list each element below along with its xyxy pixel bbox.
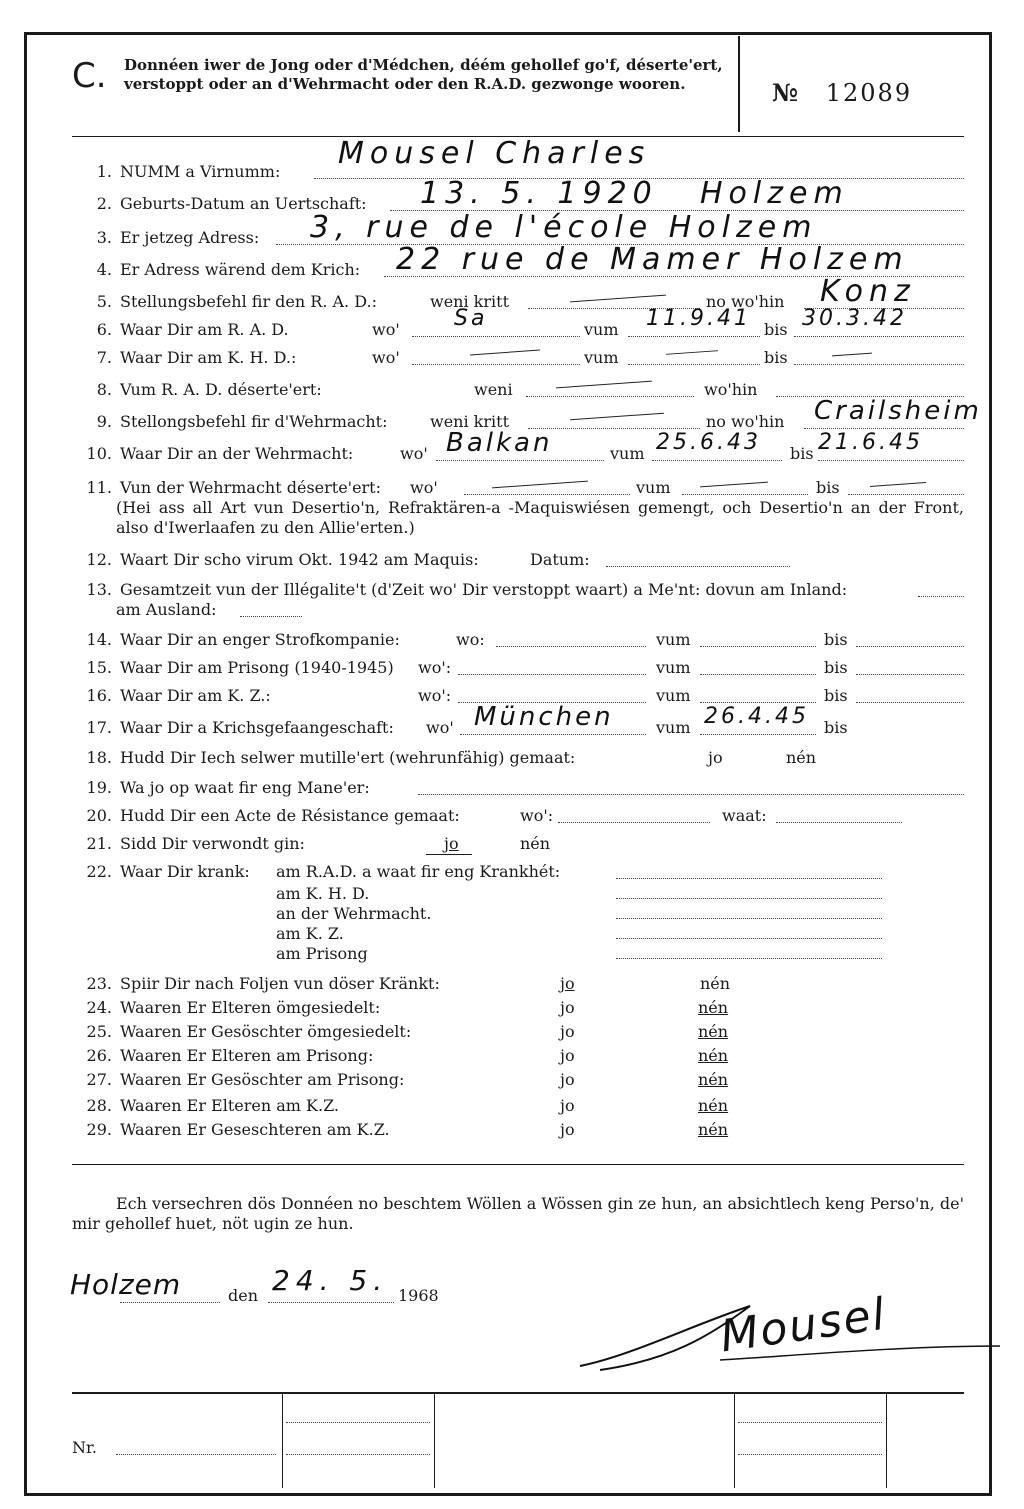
row-25: 25. Waaren Er Gesöschter ömgesiedelt:: [86, 1022, 412, 1041]
rad-to-value[interactable]: 30.3.42: [802, 306, 907, 331]
office-table-top-rule: [72, 1392, 964, 1394]
row-7-bis: bis: [764, 348, 788, 367]
row-17-bis: bis: [824, 718, 848, 737]
row-15-line-a: [458, 674, 646, 675]
row-12-datum: Datum:: [530, 550, 590, 569]
row-26-jo[interactable]: jo: [560, 1046, 575, 1065]
wehrmacht-where-value[interactable]: Balkan: [446, 428, 553, 458]
row-17-vum: vum: [656, 718, 691, 737]
row-27-jo[interactable]: jo: [560, 1070, 575, 1089]
row-3: 3. Er jetzeg Adress:: [96, 228, 260, 247]
row-10: 10. Waar Dir an der Wehrmacht:: [86, 444, 354, 463]
row-10-wo: wo': [400, 444, 428, 463]
row-20-waat: waat:: [722, 806, 767, 825]
row-20-wo: wo':: [520, 806, 554, 825]
office-line-2: [286, 1454, 430, 1455]
row-29: 29. Waaren Er Geseschteren am K.Z.: [86, 1120, 390, 1139]
row-22-line-5: [616, 958, 882, 959]
row-15-wo: wo':: [418, 658, 452, 677]
row-12: 12. Waart Dir scho virum Okt. 1942 am Maquis:: [86, 550, 479, 569]
row-29-jo[interactable]: jo: [560, 1120, 575, 1139]
birth-date-value[interactable]: 13. 5. 1920: [420, 176, 658, 211]
row-28-nen[interactable]: nén: [698, 1096, 729, 1115]
row-16-bis: bis: [824, 686, 848, 705]
row-7-line-b: [628, 364, 760, 365]
row-6-wo: wo': [372, 320, 400, 339]
office-table: [72, 1392, 964, 1488]
row-14-wo: wo:: [456, 630, 485, 649]
row-17-line-a: [460, 734, 646, 735]
row-22-line-4: [616, 938, 882, 939]
row-22-sub4: am K. Z.: [276, 924, 344, 943]
section-letter: C.: [72, 56, 107, 96]
row-22-line-1: [616, 878, 882, 879]
row-6-vum: vum: [584, 320, 619, 339]
office-col-1: [282, 1392, 283, 1488]
row-7-vum: vum: [584, 348, 619, 367]
office-col-3: [734, 1392, 735, 1488]
row-11: 11. Vun der Wehrmacht déserte'ert:: [86, 478, 381, 497]
office-line-4: [738, 1454, 882, 1455]
row-12-line: [606, 566, 790, 567]
row-11-line-a: [464, 494, 630, 495]
wartime-address-value[interactable]: 22 rue de Mamer Holzem: [396, 242, 909, 277]
row-18: 18. Hudd Dir Iech selwer mutille'ert (wehrunfähig) gemaat:: [86, 748, 576, 767]
rad-where-value[interactable]: Sa: [454, 306, 488, 331]
row-16: 16. Waar Dir am K. Z.:: [86, 686, 271, 705]
row-8-wohin: wo'hin: [704, 380, 758, 399]
captivity-from-value[interactable]: 26.4.45: [704, 704, 809, 729]
wehrmacht-from-value[interactable]: 25.6.43: [656, 430, 761, 455]
row-20: 20. Hudd Dir een Acte de Résistance gemaat:: [86, 806, 460, 825]
row-25-nen[interactable]: nén: [698, 1022, 729, 1041]
row-9-line-a: [528, 428, 700, 429]
row-21-nen[interactable]: nén: [520, 834, 551, 853]
office-line-3: [738, 1422, 882, 1423]
row-1: 1. NUMM a Virnumm:: [96, 162, 281, 181]
row-9-weni: weni kritt: [430, 412, 509, 431]
row-27-nen[interactable]: nén: [698, 1070, 729, 1089]
row-2: 2. Geburts-Datum an Uertschaft:: [96, 194, 367, 213]
row-7-wo: wo': [372, 348, 400, 367]
office-line-1: [286, 1422, 430, 1423]
number-value: 12089: [825, 79, 913, 107]
signature-year: 1968: [398, 1286, 439, 1305]
row-14: 14. Waar Dir an enger Strofkompanie:: [86, 630, 400, 649]
row-29-nen[interactable]: nén: [698, 1120, 729, 1139]
row-26-nen[interactable]: nén: [698, 1046, 729, 1065]
row-24-jo[interactable]: jo: [560, 998, 575, 1017]
row-17: 17. Waar Dir a Krichsgefaangeschaft:: [86, 718, 394, 737]
row-15-bis: bis: [824, 658, 848, 677]
row-28-jo[interactable]: jo: [560, 1096, 575, 1115]
row-22: 22. Waar Dir krank:: [86, 862, 250, 881]
row-28: 28. Waaren Er Elteren am K.Z.: [86, 1096, 340, 1115]
row-6-bis: bis: [764, 320, 788, 339]
current-address-value[interactable]: 3, rue de l'école Holzem: [310, 210, 818, 245]
row-22-sub1: am R.A.D. a waat fir eng Krankhét:: [276, 862, 561, 881]
row-11-bis: bis: [816, 478, 840, 497]
row-10-line-a: [436, 460, 604, 461]
row-6-line-b: [628, 336, 760, 337]
row-6: 6. Waar Dir am R. A. D.: [96, 320, 289, 339]
row-7: 7. Waar Dir am K. H. D.:: [96, 348, 297, 367]
row-7-line-c: [794, 364, 964, 365]
row-11-line-c: [848, 494, 964, 495]
row-13-line-a: [918, 596, 964, 597]
row-15-line-c: [856, 674, 964, 675]
row-20-line-a: [558, 822, 710, 823]
wehrmacht-to-value[interactable]: 21.6.45: [818, 430, 923, 455]
row-19: 19. Wa jo op waat fir eng Mane'er:: [86, 778, 370, 797]
wehrmacht-destination-value[interactable]: Crailsheim: [814, 396, 982, 426]
row-27: 27. Waaren Er Gesöschter am Prisong:: [86, 1070, 405, 1089]
captivity-where-value[interactable]: München: [474, 702, 614, 732]
row-15-vum: vum: [656, 658, 691, 677]
row-13-line-b: [240, 616, 302, 617]
row-17-wo: wo': [426, 718, 454, 737]
row-15: 15. Waar Dir am Prisong (1940-1945): [86, 658, 394, 677]
row-18-nen[interactable]: nén: [786, 748, 817, 767]
row-5-weni: weni kritt: [430, 292, 509, 311]
row-14-line-b: [700, 646, 816, 647]
row-15-line-b: [700, 674, 816, 675]
row-8: 8. Vum R. A. D. déserte'ert:: [96, 380, 322, 399]
row-8-line-a: [526, 396, 694, 397]
row-16-vum: vum: [656, 686, 691, 705]
row-22-sub5: am Prisong: [276, 944, 368, 963]
nr-label: Nr.: [72, 1438, 97, 1457]
row-21: 21. Sidd Dir verwondt gin:: [86, 834, 305, 853]
row-18-jo[interactable]: jo: [708, 748, 723, 767]
row-16-wo: wo':: [418, 686, 452, 705]
row-22-sub2: am K. H. D.: [276, 884, 370, 903]
row-10-bis: bis: [790, 444, 814, 463]
row-13: 13. Gesamtzeit vun der Illégalite't (d'Zeit wo' Dir verstoppt waart) a Me'nt: dovun am Inland:: [86, 580, 848, 599]
row-6-line-a: [412, 336, 580, 337]
header-divider: [738, 36, 740, 132]
row-11-line-b: [682, 494, 808, 495]
signature: Mousel: [717, 1288, 890, 1363]
row-22-line-2: [616, 898, 882, 899]
row-10-line-b: [652, 460, 782, 461]
row-22-line-3: [616, 918, 882, 919]
row-17-line-b: [700, 734, 816, 735]
row-9-line-b: [804, 428, 964, 429]
office-col-2: [434, 1392, 435, 1488]
date-line: [268, 1302, 394, 1303]
row-24-nen[interactable]: nén: [698, 998, 729, 1017]
signature-flourish: [570, 1286, 1010, 1376]
row-23: 23. Spiir Dir nach Foljen vun döser Kränkt:: [86, 974, 440, 993]
row-8-weni: weni: [474, 380, 513, 399]
row-5: 5. Stellungsbefehl fir den R. A. D.:: [96, 292, 377, 311]
row-21-jo-mark: [426, 854, 472, 855]
rad-destination-value[interactable]: Konz: [820, 274, 916, 309]
row-5-nowohin: no wo'hin: [706, 292, 785, 311]
row-11-vum: vum: [636, 478, 671, 497]
office-col-4: [886, 1392, 887, 1488]
row-16-line-b: [700, 702, 816, 703]
name-value[interactable]: Mousel Charles: [338, 136, 651, 171]
row-6-line-c: [794, 336, 964, 337]
row-9: 9. Stellongsbefehl fir d'Wehrmacht:: [96, 412, 388, 431]
nr-line: [116, 1454, 276, 1455]
den-label: den: [228, 1286, 259, 1305]
birth-place-value[interactable]: Holzem: [700, 176, 849, 211]
form-number: [772, 78, 912, 107]
row-11-wo: wo': [410, 478, 438, 497]
row-25-jo[interactable]: jo: [560, 1022, 575, 1041]
row-4: 4. Er Adress wärend dem Krich:: [96, 260, 361, 279]
row-10-line-c: [818, 460, 964, 461]
row-14-line-a: [496, 646, 646, 647]
row-9-nowohin: no wo'hin: [706, 412, 785, 431]
number-symbol: №: [772, 78, 801, 107]
signature-place[interactable]: Holzem: [70, 1268, 182, 1301]
declaration-text: Ech versechren dös Donnéen no beschtem Wöllen a Wössen gin ze hun, an absichtlech keng Perso'n, de' mir gehollef huet, nöt ugin ze hun.: [72, 1194, 964, 1233]
row-11-note: (Hei ass all Art vun Desertio'n, Refraktären-a -Maquiswiésen gemengt, och Desertio'n an der Front, also d'Iwerlaafen zu den Allie'erten.): [116, 498, 964, 537]
place-line: [120, 1302, 220, 1303]
row-24: 24. Waaren Er Elteren ömgesiedelt:: [86, 998, 381, 1017]
row-20-line-b: [776, 822, 902, 823]
declaration-rule: [72, 1164, 964, 1165]
row-21-jo[interactable]: jo: [444, 834, 459, 853]
row-16-line-c: [856, 702, 964, 703]
row-10-vum: vum: [610, 444, 645, 463]
row-14-bis: bis: [824, 630, 848, 649]
row-22-sub3: an der Wehrmacht.: [276, 904, 432, 923]
row-26: 26. Waaren Er Elteren am Prisong:: [86, 1046, 374, 1065]
row-7-line-a: [412, 364, 580, 365]
row-19-line: [418, 794, 964, 795]
row-23-jo[interactable]: jo: [560, 974, 575, 993]
row-23-nen[interactable]: nén: [700, 974, 731, 993]
row-14-line-c: [856, 646, 964, 647]
rad-from-value[interactable]: 11.9.41: [646, 306, 751, 331]
row-14-vum: vum: [656, 630, 691, 649]
row-13-ausland: am Ausland:: [116, 600, 217, 619]
signature-date[interactable]: 24. 5.: [272, 1264, 389, 1297]
header-text: Donnéen iwer de Jong oder d'Médchen, déém gehollef go'f, déserte'ert, verstoppt oder an d'Wehrmacht oder den R.A.D. gezwonge wooren.: [124, 56, 723, 93]
